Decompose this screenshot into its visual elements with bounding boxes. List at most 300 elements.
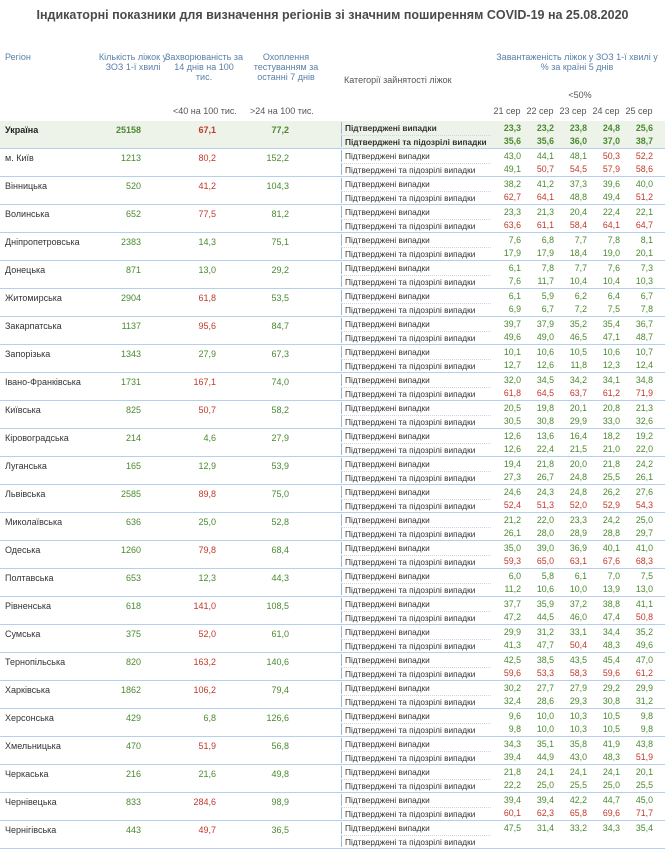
- occupancy-value: 22,4: [602, 207, 620, 217]
- incidence-value: 13,0: [198, 265, 216, 275]
- category-label: Підтверджені випадки: [341, 570, 491, 582]
- occupancy-value: 54,3: [635, 500, 653, 510]
- occupancy-value: 38,7: [635, 136, 653, 146]
- occupancy-value: 38,5: [536, 655, 554, 665]
- occupancy-value: 52,2: [635, 151, 653, 161]
- category-label: Підтверджені випадки: [341, 402, 491, 414]
- occupancy-value: 44,9: [536, 752, 554, 762]
- occupancy-value: 7,5: [640, 571, 653, 581]
- beds-count: 652: [125, 209, 141, 219]
- table-row: [0, 821, 665, 849]
- occupancy-value: 13,9: [602, 584, 620, 594]
- occupancy-value: 71,7: [635, 808, 653, 818]
- testing-value: 84,7: [271, 321, 289, 331]
- header-occupancy: Завантаженість ліжок у ЗОЗ 1-ї хвилі у % за країні 5 днів: [496, 52, 658, 72]
- occupancy-value: 33,2: [569, 823, 587, 833]
- occupancy-value: 22,2: [503, 780, 521, 790]
- beds-count: 2585: [120, 489, 141, 499]
- occupancy-value: 27,3: [503, 472, 521, 482]
- header-date: 21 сер: [493, 106, 521, 116]
- incidence-value: 89,8: [198, 489, 216, 499]
- beds-count: 820: [125, 657, 141, 667]
- occupancy-value: 18,4: [569, 248, 587, 258]
- occupancy-value: 48,8: [569, 192, 587, 202]
- occupancy-value: 63,7: [569, 388, 587, 398]
- header-occupancy-threshold: <50%: [568, 90, 592, 100]
- category-label: Підтверджені та підозрілі випадки: [341, 219, 491, 231]
- testing-value: 77,2: [271, 125, 289, 135]
- region-name: Черкаська: [5, 769, 49, 779]
- category-label: Підтверджені та підозрілі випадки: [341, 695, 491, 707]
- occupancy-value: 51,2: [635, 192, 653, 202]
- occupancy-value: 24,8: [569, 487, 587, 497]
- table-row: [0, 457, 665, 485]
- region-name: Харківська: [5, 685, 50, 695]
- table-row: [0, 485, 665, 513]
- table-row: [0, 149, 665, 177]
- occupancy-value: 69,6: [602, 808, 620, 818]
- occupancy-value: 19,0: [602, 248, 620, 258]
- occupancy-value: 35,9: [536, 599, 554, 609]
- category-label: Підтверджені випадки: [341, 318, 491, 330]
- page-title: Індикаторні показники для визначення регіонів зі значним поширенням COVID-19 на 25.08.2020: [36, 8, 629, 22]
- occupancy-value: 29,7: [635, 528, 653, 538]
- region-name: Тернопільська: [5, 657, 66, 667]
- occupancy-value: 50,8: [635, 612, 653, 622]
- occupancy-value: 7,0: [607, 571, 620, 581]
- occupancy-value: 10,4: [602, 276, 620, 286]
- occupancy-value: 31,2: [536, 627, 554, 637]
- occupancy-value: 30,2: [503, 683, 521, 693]
- table-row: [0, 261, 665, 289]
- occupancy-value: 38,2: [503, 179, 521, 189]
- occupancy-value: 10,5: [602, 724, 620, 734]
- occupancy-value: 27,9: [569, 683, 587, 693]
- occupancy-value: 45,0: [635, 795, 653, 805]
- occupancy-value: 41,9: [602, 739, 620, 749]
- occupancy-value: 41,0: [635, 543, 653, 553]
- category-label: Підтверджені та підозрілі випадки: [341, 163, 491, 175]
- occupancy-value: 59,6: [602, 668, 620, 678]
- occupancy-value: 65,0: [536, 556, 554, 566]
- occupancy-value: 37,9: [536, 319, 554, 329]
- occupancy-value: 46,0: [569, 612, 587, 622]
- incidence-value: 25,0: [198, 517, 216, 527]
- occupancy-value: 64,5: [536, 388, 554, 398]
- category-label: Підтверджені та підозрілі випадки: [341, 527, 491, 539]
- occupancy-value: 24,3: [536, 487, 554, 497]
- testing-value: 140,6: [266, 657, 289, 667]
- category-label: Підтверджені та підозрілі випадки: [341, 135, 491, 147]
- testing-value: 53,5: [271, 293, 289, 303]
- occupancy-value: 37,2: [569, 599, 587, 609]
- occupancy-value: 6,8: [541, 235, 554, 245]
- occupancy-value: 49,0: [536, 332, 554, 342]
- occupancy-value: 54,5: [569, 164, 587, 174]
- occupancy-value: 47,5: [503, 823, 521, 833]
- occupancy-value: 42,5: [503, 655, 521, 665]
- occupancy-value: 20,1: [635, 248, 653, 258]
- occupancy-value: 30,8: [536, 416, 554, 426]
- category-label: Підтверджені та підозрілі випадки: [341, 275, 491, 287]
- header-testing-threshold: >24 на 100 тис.: [250, 106, 314, 116]
- occupancy-value: 7,6: [508, 235, 521, 245]
- occupancy-value: 42,2: [569, 795, 587, 805]
- occupancy-value: 47,4: [602, 612, 620, 622]
- occupancy-value: 24,1: [569, 767, 587, 777]
- header-incidence-threshold: <40 на 100 тис.: [173, 106, 237, 116]
- category-label: Підтверджені випадки: [341, 514, 491, 526]
- testing-value: 56,8: [271, 741, 289, 751]
- occupancy-value: 29,2: [602, 683, 620, 693]
- category-label: Підтверджені та підозрілі випадки: [341, 835, 491, 847]
- testing-value: 126,6: [266, 713, 289, 723]
- incidence-value: 80,2: [198, 153, 216, 163]
- occupancy-value: 6,9: [508, 304, 521, 314]
- category-label: Підтверджені випадки: [341, 122, 491, 134]
- occupancy-value: 24,6: [503, 487, 521, 497]
- occupancy-value: 21,8: [536, 459, 554, 469]
- region-name: Полтавська: [5, 573, 54, 583]
- region-name: Донецька: [5, 265, 46, 275]
- beds-count: 1137: [121, 321, 141, 331]
- category-label: Підтверджені та підозрілі випадки: [341, 359, 491, 371]
- category-label: Підтверджені та підозрілі випадки: [341, 303, 491, 315]
- incidence-value: 79,8: [198, 545, 216, 555]
- occupancy-value: 10,5: [569, 347, 587, 357]
- occupancy-value: 23,2: [536, 123, 554, 133]
- occupancy-value: 36,7: [635, 319, 653, 329]
- header-date: 23 сер: [559, 106, 587, 116]
- region-name: Житомирська: [5, 293, 62, 303]
- region-name: Сумська: [5, 629, 41, 639]
- occupancy-value: 17,9: [503, 248, 521, 258]
- occupancy-value: 20,5: [503, 403, 521, 413]
- beds-count: 1213: [120, 153, 141, 163]
- occupancy-value: 29,9: [569, 416, 587, 426]
- occupancy-value: 10,3: [569, 711, 587, 721]
- occupancy-value: 61,1: [536, 220, 554, 230]
- occupancy-value: 10,0: [536, 724, 554, 734]
- occupancy-value: 64,7: [635, 220, 653, 230]
- testing-value: 152,2: [266, 153, 289, 163]
- occupancy-value: 29,3: [569, 696, 587, 706]
- occupancy-value: 44,5: [536, 612, 554, 622]
- occupancy-value: 22,4: [536, 444, 554, 454]
- beds-count: 165: [125, 461, 141, 471]
- occupancy-value: 34,4: [602, 627, 620, 637]
- occupancy-value: 29,9: [503, 627, 521, 637]
- occupancy-value: 43,0: [569, 752, 587, 762]
- occupancy-value: 31,2: [635, 696, 653, 706]
- beds-count: 216: [125, 769, 141, 779]
- occupancy-value: 58,4: [569, 220, 587, 230]
- region-name: Херсонська: [5, 713, 54, 723]
- occupancy-value: 20,0: [569, 459, 587, 469]
- occupancy-value: 35,0: [503, 543, 521, 553]
- occupancy-value: 47,0: [635, 655, 653, 665]
- occupancy-value: 10,4: [569, 276, 587, 286]
- region-name: Україна: [5, 125, 39, 135]
- occupancy-value: 6,2: [574, 291, 587, 301]
- occupancy-value: 48,1: [569, 151, 587, 161]
- category-label: Підтверджені та підозрілі випадки: [341, 583, 491, 595]
- occupancy-value: 44,7: [602, 795, 620, 805]
- occupancy-value: 41,1: [635, 599, 653, 609]
- beds-count: 429: [125, 713, 141, 723]
- occupancy-value: 49,1: [503, 164, 521, 174]
- category-label: Підтверджені та підозрілі випадки: [341, 807, 491, 819]
- occupancy-value: 7,5: [607, 304, 620, 314]
- table-row: [0, 429, 665, 457]
- occupancy-value: 32,0: [503, 375, 521, 385]
- occupancy-value: 43,8: [635, 739, 653, 749]
- occupancy-value: 35,2: [569, 319, 587, 329]
- occupancy-value: 30,8: [602, 696, 620, 706]
- table-row: [0, 653, 665, 681]
- occupancy-value: 40,1: [602, 543, 620, 553]
- testing-value: 44,3: [271, 573, 289, 583]
- occupancy-value: 6,1: [508, 263, 521, 273]
- category-label: Підтверджені випадки: [341, 598, 491, 610]
- occupancy-value: 25,5: [569, 780, 587, 790]
- occupancy-value: 37,0: [602, 136, 620, 146]
- table-row: [0, 401, 665, 429]
- category-label: Підтверджені випадки: [341, 234, 491, 246]
- region-name: Рівненська: [5, 601, 52, 611]
- header-date: 24 сер: [592, 106, 620, 116]
- occupancy-value: 10,3: [635, 276, 653, 286]
- occupancy-value: 65,8: [569, 808, 587, 818]
- category-label: Підтверджені випадки: [341, 794, 491, 806]
- occupancy-value: 7,8: [541, 263, 554, 273]
- occupancy-value: 10,6: [602, 347, 620, 357]
- table-row: [0, 373, 665, 401]
- data-table: [0, 121, 665, 849]
- occupancy-value: 23,3: [569, 515, 587, 525]
- occupancy-value: 35,6: [503, 136, 521, 146]
- occupancy-value: 17,9: [536, 248, 554, 258]
- occupancy-value: 48,3: [602, 640, 620, 650]
- occupancy-value: 19,8: [536, 403, 554, 413]
- incidence-value: 51,9: [198, 741, 216, 751]
- region-name: Луганська: [5, 461, 47, 471]
- category-label: Підтверджені та підозрілі випадки: [341, 387, 491, 399]
- occupancy-value: 64,1: [536, 192, 554, 202]
- beds-count: 871: [125, 265, 141, 275]
- occupancy-value: 49,4: [602, 192, 620, 202]
- category-label: Підтверджені та підозрілі випадки: [341, 499, 491, 511]
- occupancy-value: 57,9: [602, 164, 620, 174]
- occupancy-value: 10,0: [536, 711, 554, 721]
- occupancy-value: 24,8: [602, 123, 620, 133]
- incidence-value: 21,6: [198, 769, 216, 779]
- occupancy-value: 33,1: [569, 627, 587, 637]
- beds-count: 1343: [120, 349, 141, 359]
- category-label: Підтверджені випадки: [341, 738, 491, 750]
- occupancy-value: 16,4: [569, 431, 587, 441]
- occupancy-value: 7,8: [607, 235, 620, 245]
- occupancy-value: 35,4: [635, 823, 653, 833]
- occupancy-value: 34,3: [602, 823, 620, 833]
- occupancy-value: 21,5: [569, 444, 587, 454]
- incidence-value: 106,2: [193, 685, 216, 695]
- occupancy-value: 39,4: [503, 795, 521, 805]
- occupancy-value: 22,1: [635, 207, 653, 217]
- incidence-value: 4,6: [203, 433, 216, 443]
- occupancy-value: 62,3: [536, 808, 554, 818]
- beds-count: 636: [125, 517, 141, 527]
- occupancy-value: 39,0: [536, 543, 554, 553]
- occupancy-value: 12,7: [503, 360, 521, 370]
- occupancy-value: 47,2: [503, 612, 521, 622]
- category-label: Підтверджені та підозрілі випадки: [341, 611, 491, 623]
- occupancy-value: 20,8: [602, 403, 620, 413]
- testing-value: 27,9: [271, 433, 289, 443]
- occupancy-value: 37,3: [569, 179, 587, 189]
- occupancy-value: 61,2: [602, 388, 620, 398]
- occupancy-value: 9,8: [640, 724, 653, 734]
- table-row: [0, 793, 665, 821]
- occupancy-value: 10,6: [536, 584, 554, 594]
- occupancy-value: 29,9: [635, 683, 653, 693]
- occupancy-value: 11,2: [504, 584, 521, 594]
- beds-count: 833: [125, 797, 141, 807]
- incidence-value: 95,6: [198, 321, 216, 331]
- occupancy-value: 25,5: [635, 780, 653, 790]
- region-name: Кіровоградська: [5, 433, 69, 443]
- region-name: Миколаївська: [5, 517, 63, 527]
- occupancy-value: 49,6: [635, 640, 653, 650]
- beds-count: 1731: [120, 377, 141, 387]
- region-name: Львівська: [5, 489, 46, 499]
- table-row: [0, 205, 665, 233]
- occupancy-value: 31,4: [536, 823, 554, 833]
- occupancy-value: 34,2: [569, 375, 587, 385]
- incidence-value: 61,8: [198, 293, 216, 303]
- occupancy-value: 47,7: [536, 640, 554, 650]
- incidence-value: 284,6: [193, 797, 216, 807]
- occupancy-value: 25,0: [536, 780, 554, 790]
- occupancy-value: 7,7: [574, 263, 587, 273]
- table-row: [0, 317, 665, 345]
- occupancy-value: 51,3: [536, 500, 554, 510]
- occupancy-value: 13,6: [536, 431, 554, 441]
- occupancy-value: 28,8: [602, 528, 620, 538]
- occupancy-value: 63,6: [503, 220, 521, 230]
- incidence-value: 77,5: [198, 209, 216, 219]
- category-label: Підтверджені випадки: [341, 710, 491, 722]
- occupancy-value: 36,9: [569, 543, 587, 553]
- occupancy-value: 26,2: [602, 487, 620, 497]
- occupancy-value: 6,0: [508, 571, 521, 581]
- occupancy-value: 61,8: [503, 388, 521, 398]
- occupancy-value: 10,7: [635, 347, 653, 357]
- testing-value: 104,3: [266, 181, 289, 191]
- occupancy-value: 59,3: [503, 556, 521, 566]
- occupancy-value: 37,7: [503, 599, 521, 609]
- occupancy-value: 6,1: [508, 291, 521, 301]
- table-row: [0, 541, 665, 569]
- occupancy-value: 25,5: [602, 472, 620, 482]
- occupancy-value: 18,2: [602, 431, 620, 441]
- occupancy-value: 23,3: [503, 123, 521, 133]
- beds-count: 443: [125, 825, 141, 835]
- occupancy-value: 11,7: [537, 276, 554, 286]
- incidence-value: 50,7: [198, 405, 216, 415]
- occupancy-value: 38,8: [602, 599, 620, 609]
- occupancy-value: 7,3: [640, 263, 653, 273]
- occupancy-value: 12,6: [536, 360, 554, 370]
- occupancy-value: 24,8: [569, 472, 587, 482]
- incidence-value: 163,2: [193, 657, 216, 667]
- beds-count: 520: [125, 181, 141, 191]
- table-row: [0, 233, 665, 261]
- occupancy-value: 8,1: [640, 235, 653, 245]
- occupancy-value: 12,4: [635, 360, 653, 370]
- category-label: Підтверджені та підозрілі випадки: [341, 751, 491, 763]
- category-label: Підтверджені випадки: [341, 654, 491, 666]
- occupancy-value: 35,1: [536, 739, 554, 749]
- category-label: Підтверджені випадки: [341, 206, 491, 218]
- category-label: Підтверджені випадки: [341, 682, 491, 694]
- testing-value: 29,2: [271, 265, 289, 275]
- occupancy-value: 25,0: [602, 780, 620, 790]
- occupancy-value: 21,8: [503, 767, 521, 777]
- category-label: Підтверджені випадки: [341, 458, 491, 470]
- category-label: Підтверджені випадки: [341, 374, 491, 386]
- table-row: [0, 709, 665, 737]
- category-label: Підтверджені випадки: [341, 822, 491, 834]
- occupancy-value: 58,6: [635, 164, 653, 174]
- table-row: [0, 681, 665, 709]
- beds-count: 25158: [115, 125, 141, 135]
- category-label: Підтверджені випадки: [341, 766, 491, 778]
- occupancy-value: 22,0: [635, 444, 653, 454]
- region-name: Закарпатська: [5, 321, 62, 331]
- occupancy-value: 6,7: [640, 291, 653, 301]
- occupancy-value: 24,2: [635, 459, 653, 469]
- testing-value: 74,0: [271, 377, 289, 387]
- table-row: [0, 765, 665, 793]
- occupancy-value: 12,6: [503, 431, 521, 441]
- occupancy-value: 43,5: [569, 655, 587, 665]
- occupancy-value: 71,9: [635, 388, 653, 398]
- occupancy-value: 32,6: [635, 416, 653, 426]
- occupancy-value: 35,4: [602, 319, 620, 329]
- occupancy-value: 60,1: [503, 808, 521, 818]
- region-name: Чернігівська: [5, 825, 57, 835]
- occupancy-value: 22,0: [536, 515, 554, 525]
- beds-count: 825: [125, 405, 141, 415]
- testing-value: 75,1: [271, 237, 289, 247]
- category-label: Підтверджені та підозрілі випадки: [341, 331, 491, 343]
- occupancy-value: 39,7: [503, 319, 521, 329]
- occupancy-value: 34,8: [635, 375, 653, 385]
- occupancy-value: 10,0: [569, 584, 587, 594]
- occupancy-value: 23,3: [503, 207, 521, 217]
- occupancy-value: 32,4: [503, 696, 521, 706]
- region-name: Івано-Франківська: [5, 377, 81, 387]
- category-label: Підтверджені та підозрілі випадки: [341, 191, 491, 203]
- occupancy-value: 25,0: [635, 515, 653, 525]
- occupancy-value: 50,3: [602, 151, 620, 161]
- header-date: 25 сер: [625, 106, 653, 116]
- category-label: Підтверджені випадки: [341, 346, 491, 358]
- category-label: Підтверджені випадки: [341, 542, 491, 554]
- occupancy-value: 68,3: [635, 556, 653, 566]
- occupancy-value: 7,7: [574, 235, 587, 245]
